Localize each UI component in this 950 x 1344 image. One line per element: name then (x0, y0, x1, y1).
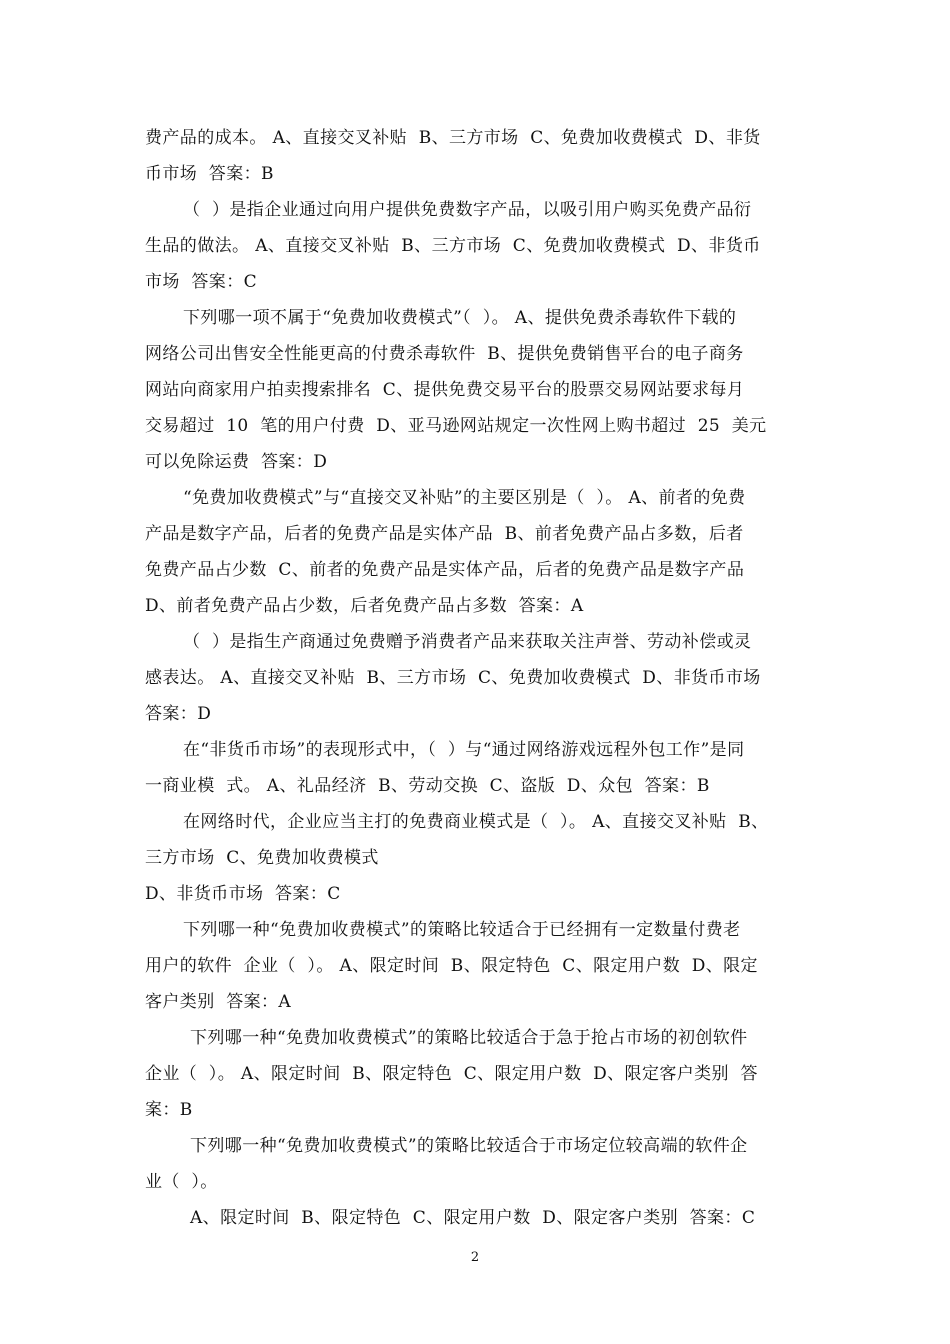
text-line: 在网络时代，企业应当主打的免费商业模式是（ ）。 A、直接交叉补贴 B、 (183, 812, 769, 832)
text-line: （ ）是指企业通过向用户提供免费数字产品，以吸引用户购买免费产品衍 (183, 200, 752, 220)
text-line: （ ）是指生产商通过免费赠予消费者产品来获取关注声誉、劳动补偿或灵 (183, 632, 752, 652)
page-number: 2 (470, 1250, 480, 1265)
text-line: 下列哪一项不属于“免费加收费模式”（ ）。 A、提供免费杀毒软件下载的 (183, 308, 737, 328)
text-line: 业（ ）。 (145, 1172, 218, 1192)
text-line: 产品是数字产品，后者的免费产品是实体产品 B、前者免费产品占多数，后者 (145, 524, 744, 544)
text-line: 用户的软件 企业（ ）。 A、限定时间 B、限定特色 C、限定用户数 D、限定 (145, 956, 758, 976)
text-line: “免费加收费模式”与“直接交叉补贴”的主要区别是（ ）。 A、前者的免费 (183, 488, 746, 508)
text-line: 下列哪一种“免费加收费模式”的策略比较适合于市场定位较高端的软件企 (190, 1136, 748, 1156)
text-line: 费产品的成本。 A、直接交叉补贴 B、三方市场 C、免费加收费模式 D、非货 (145, 128, 761, 148)
text-line: A、限定时间 B、限定特色 C、限定用户数 D、限定客户类别 答案：C (190, 1208, 756, 1228)
text-line: 感表达。 A、直接交叉补贴 B、三方市场 C、免费加收费模式 D、非货币市场 (145, 668, 761, 688)
text-line: 客户类别 答案：A (145, 992, 292, 1012)
text-line: 市场 答案：C (145, 272, 258, 292)
text-line: 生品的做法。 A、直接交叉补贴 B、三方市场 C、免费加收费模式 D、非货币 (145, 236, 761, 256)
text-line: 三方市场 C、免费加收费模式 (145, 848, 379, 868)
text-line: 在“非货币市场”的表现形式中，（ ）与“通过网络游戏远程外包工作”是同 (183, 740, 745, 760)
text-line: 交易超过 10 笔的用户付费 D、亚马逊网站规定一次性网上购书超过 25 美元 (145, 416, 767, 436)
text-line: 免费产品占少数 C、前者的免费产品是实体产品，后者的免费产品是数字产品 (145, 560, 745, 580)
text-line: 网络公司出售安全性能更高的付费杀毒软件 B、提供免费销售平台的电子商务 (145, 344, 744, 364)
text-line: 案：B (145, 1100, 193, 1120)
text-line: 币市场 答案：B (145, 164, 274, 184)
text-line: D、非货币市场 答案：C (145, 884, 341, 904)
text-line: 一商业模 式。 A、礼品经济 B、劳动交换 C、盗版 D、众包 答案：B (145, 776, 710, 796)
text-line: 企业（ ）。 A、限定时间 B、限定特色 C、限定用户数 D、限定客户类别 答 (145, 1064, 758, 1084)
text-line: 下列哪一种“免费加收费模式”的策略比较适合于已经拥有一定数量付费老 (183, 920, 741, 940)
text-line: 答案：D (145, 704, 212, 724)
text-line: 下列哪一种“免费加收费模式”的策略比较适合于急于抢占市场的初创软件 (190, 1028, 748, 1048)
text-line: 网站向商家用户拍卖搜索排名 C、提供免费交易平台的股票交易网站要求每月 (145, 380, 745, 400)
text-line: D、前者免费产品占少数，后者免费产品占多数 答案：A (145, 596, 584, 616)
text-line: 可以免除运费 答案：D (145, 452, 328, 472)
